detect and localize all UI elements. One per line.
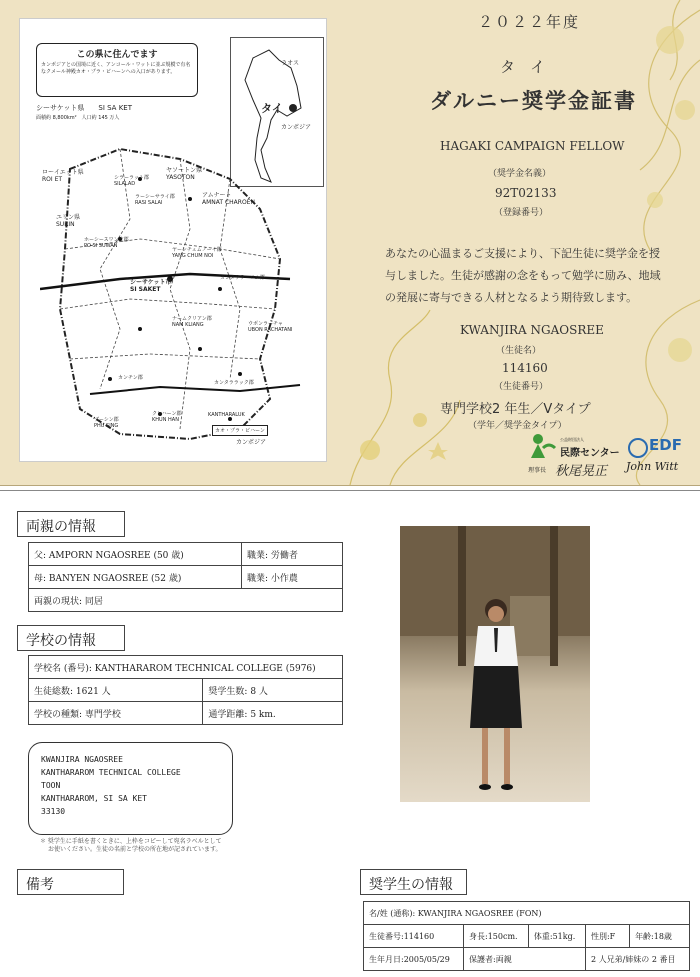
remarks-section-title: 備考 — [17, 869, 124, 895]
address-label-box — [28, 742, 233, 835]
inset-cambodia-label: カンボジア — [281, 124, 312, 131]
province-en: SI SA KET — [98, 104, 132, 112]
map-label-roiet: ローイエット県 ROI ET — [42, 169, 84, 183]
parents-status: 両親の現状: 同居 — [29, 589, 343, 612]
inset-thai-label: タイ — [261, 102, 283, 115]
notice-text: カンボジアとの国境に近く、アンコール・ワットに並ぶ規模で有名なクメール神殿カオ・プラ・ビハーンへの入口があります。 — [41, 62, 191, 75]
certificate-country: タ イ — [500, 58, 546, 76]
address-line-2: KANTHARAROM TECHNICAL COLLEGE — [41, 768, 181, 777]
map-label-rasisalai: ラーシーサライ郡 RASI SALAI — [135, 194, 175, 206]
school-section-title: 学校の情報 — [17, 625, 125, 651]
scholar-section-title: 奨学生の情報 — [360, 869, 467, 895]
address-line-5: 33130 — [41, 807, 66, 816]
map-label-silalad: シラーラット郡 SILALAD — [114, 175, 149, 187]
map-label-khunhan: クンハーン郡 KHUN HAN — [152, 411, 182, 423]
notice-title: この県に住んでます — [76, 50, 158, 60]
scholar-siblings: 2 人兄弟/姉妹の 2 番目 — [585, 948, 689, 971]
minsai-logo-icon — [527, 432, 557, 458]
org-name: 民際センター — [560, 448, 620, 459]
certificate-student-name: KWANJIRA NGAOSREE — [460, 323, 604, 337]
map-label-namkliang: ナームクリアン郡 NAM KLIANG — [172, 316, 212, 328]
scholar-age: 年齢:18歳 — [630, 925, 690, 948]
student-photo-figure — [400, 526, 590, 802]
certificate-year: ２０２２年度 — [478, 13, 581, 31]
message-line-2: 与しました。生徒が感謝の念をもって勉学に励み、地域 — [385, 269, 661, 282]
map-label-kanchin: カンチン郡 — [118, 375, 143, 381]
address-note-line-1: ＊ 奨学生に手紙を書くときに、上枠をコピーして宛名ラベルとして — [40, 838, 222, 845]
scholar-birthdate: 生年月日:2005/05/29 — [364, 948, 464, 971]
scholar-sex: 性別:F — [585, 925, 629, 948]
campaign-name: HAGAKI CAMPAIGN FELLOW — [440, 139, 625, 153]
org-sub-label: 公益財団法人 — [560, 437, 584, 442]
scholar-name: 名/姓 (通称): KWANJIRA NGAOSREE (FON) — [364, 902, 690, 925]
certificate-message — [385, 243, 685, 309]
father-job: 職業: 労働者 — [242, 543, 343, 566]
mother-info: 母: BANYEN NGAOSREE (52 歳) — [29, 566, 242, 589]
student-number-label: （生徒番号） — [494, 382, 549, 392]
map-label-yangchumnoi: ヤーンチュムノーイ郡 YANG CHUM NOI — [172, 247, 222, 259]
scholar-student-number: 生徒番号:114160 — [364, 925, 464, 948]
province-notice-box — [36, 43, 198, 97]
map-label-kantharaluk-en: KANTHARALUK — [208, 412, 245, 418]
grade-type: 専門学校2 年生／Vタイプ — [440, 402, 591, 417]
father-info: 父: AMPORN NGAOSREE (50 歳) — [29, 543, 242, 566]
registration-number: 92T02133 — [495, 186, 557, 200]
parents-table — [28, 542, 343, 612]
map-label-phusing: ブーシン郡 PHU SING — [94, 417, 119, 429]
map-label-kantharalom: カンタララーロム郡 — [220, 275, 265, 281]
edf-emblem-icon — [628, 438, 648, 458]
map-label-khaoprawihan: カオ・プラ・ビハーン — [212, 425, 268, 436]
address-line-1: KWANJIRA NGAOSREE — [41, 755, 123, 764]
scholar-height: 身長:150cm. — [464, 925, 529, 948]
province-stats: 面積約 8,800km² 人口約 145 万人 — [36, 115, 120, 121]
map-label-kantharalak: カンタララック郡 — [214, 380, 254, 386]
map-label-ubon: ウボンラーチャ UBON RACHATANI — [248, 321, 293, 333]
address-note — [40, 838, 222, 854]
province-jp: シーサケット県 — [36, 104, 85, 112]
map-label-yasoton: ヤソートン県 YASOTON — [166, 167, 203, 181]
total-students: 生徒総数: 1621 人 — [29, 679, 203, 702]
scholarship-certificate — [0, 0, 700, 486]
parents-section-title: 両親の情報 — [17, 511, 125, 537]
student-photo — [400, 526, 590, 802]
map-label-sisaket: シーサケット市 SI SAKET — [130, 279, 172, 293]
map-label-surin: ユリン県 SURIN — [56, 214, 81, 228]
scholarship-students: 奨学生数: 8 人 — [203, 679, 343, 702]
chair-label: 理事長 — [528, 467, 547, 474]
inset-laos-label: ラオス — [281, 60, 299, 67]
edf-signature: John Witt — [626, 460, 679, 473]
address-line-4: KANTHARAROM, SI SA KET — [41, 794, 147, 803]
address-note-line-2: お使いください。生徒の名前と学校の所在地が記されています。 — [48, 846, 222, 853]
province-name — [36, 103, 132, 113]
scholar-guardian: 保護者:両親 — [464, 948, 586, 971]
commute-distance: 通学距離: 5 km. — [203, 702, 343, 725]
school-type: 学校の種類: 専門学校 — [29, 702, 203, 725]
school-name: 学校名 (番号): KANTHARAROM TECHNICAL COLLEGE (5976) — [29, 656, 343, 679]
scholarship-name-label: （奨学金名義） — [488, 169, 552, 179]
scholar-weight: 体重:51kg. — [528, 925, 585, 948]
message-line-1: あなたの心温まるご支援により、下記生徒に奨学金を授 — [385, 247, 660, 260]
scholar-table — [363, 901, 690, 971]
certificate-student-number: 114160 — [502, 361, 548, 375]
province-map-card — [19, 18, 327, 462]
school-table — [28, 655, 343, 725]
edf-logo: EDF — [649, 436, 682, 454]
map-label-cambodia: カンボジア — [236, 439, 267, 446]
message-line-3: の発展に寄与できる人材となるよう期待致します。 — [385, 291, 638, 304]
grade-type-label: （学年／奨学金タイプ） — [468, 421, 567, 431]
mother-job: 職業: 小作農 — [242, 566, 343, 589]
certificate-title: ダルニー奨学金証書 — [430, 89, 637, 113]
address-line-3: TOON — [41, 781, 61, 790]
registration-label: （登録番号） — [494, 208, 549, 218]
chair-signature: 秋尾晃正 — [555, 464, 608, 479]
map-label-amnat: アムナート AMNAT CHAROEN — [202, 192, 255, 206]
student-name-label: （生徒名） — [496, 346, 542, 356]
map-label-posisuwan: ホーシースワン支郡 PO SI SUWAN — [84, 237, 129, 249]
